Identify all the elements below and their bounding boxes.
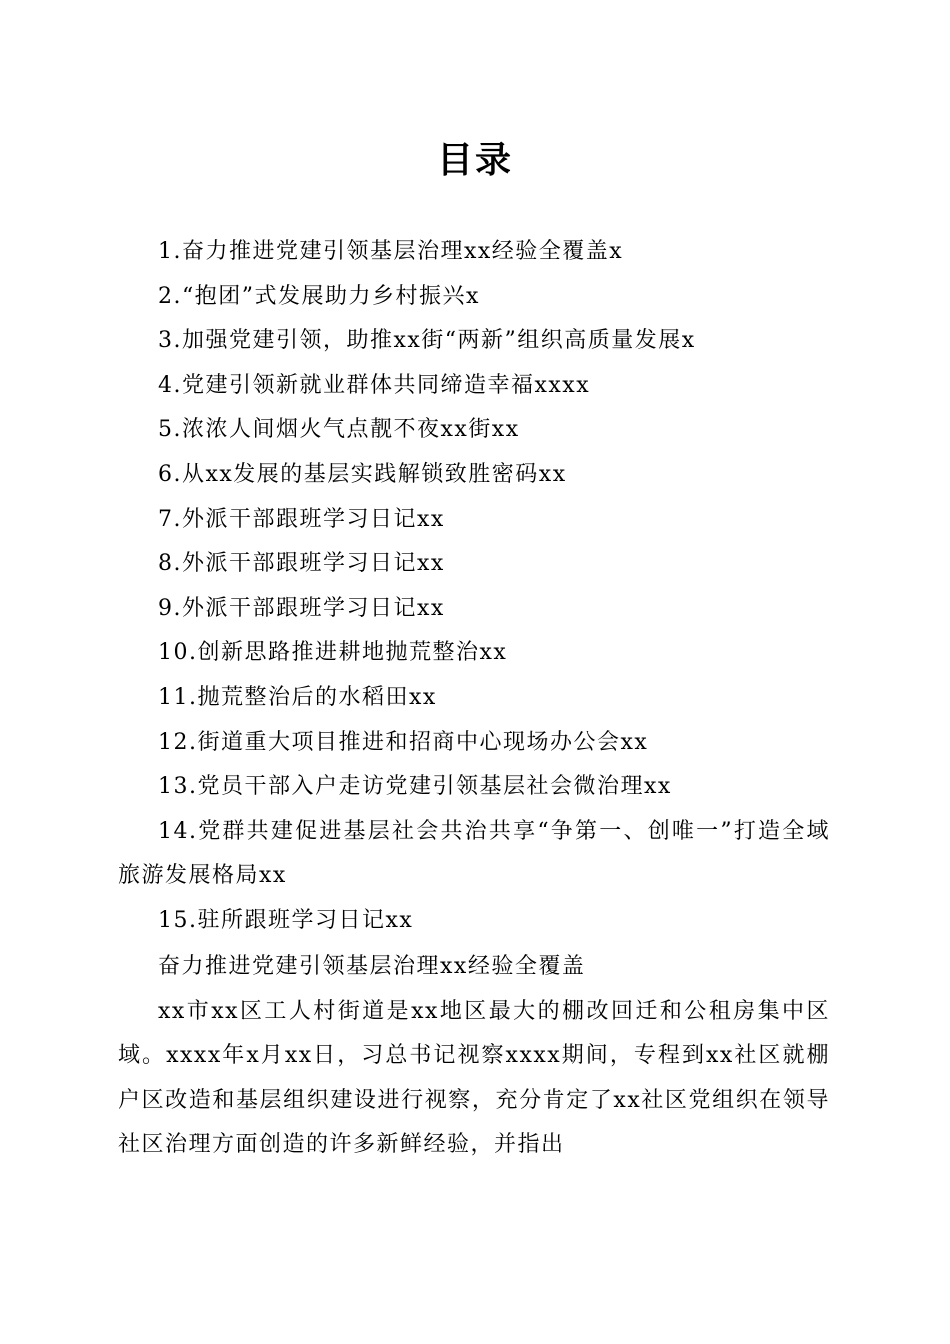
toc-item: 4.党建引领新就业群体共同缔造幸福xxxx xyxy=(158,372,591,398)
section-heading: 奋力推进党建引领基层治理xx经验全覆盖 xyxy=(158,954,586,979)
toc-item: 5.浓浓人间烟火气点靓不夜xx街xx xyxy=(158,417,520,443)
toc-item: 1.奋力推进党建引领基层治理xx经验全覆盖x xyxy=(158,239,624,264)
toc-item: 13.党员干部入户走访党建引领基层社会微治理xx xyxy=(158,774,672,800)
toc-item: 3.加强党建引领，助推xx街“两新”组织高质量发展x xyxy=(158,328,696,354)
page-title: 目录 xyxy=(436,139,513,181)
toc-item: 8.外派干部跟班学习日记xx xyxy=(158,551,445,577)
table-of-contents xyxy=(118,230,830,944)
toc-item: 9.外派干部跟班学习日记xx xyxy=(158,595,445,621)
toc-item: 10.创新思路推进耕地抛荒整治xx xyxy=(158,640,508,666)
toc-item: 7.外派干部跟班学习日记xx xyxy=(158,506,445,532)
toc-item: 2.“抱团”式发展助力乡村振兴x xyxy=(158,283,480,309)
article-body xyxy=(118,945,830,1168)
toc-item: 12.街道重大项目推进和招商中心现场办公会xx xyxy=(158,729,649,755)
toc-item: 11.抛荒整治后的水稻田xx xyxy=(158,684,437,710)
body-paragraph: xx市xx区工人村街道是xx地区最大的棚改回迁和公租房集中区域。xxxx年x月xx日，习总书记视察xxxx期间，专程到xx社区就棚户区改造和基层组织建设进行视察，充分肯定了xx社区党组织在领导社区治理方面创造的许多新鲜经验，并指出 xyxy=(118,998,830,1158)
toc-item: 14.党群共建促进基层社会共治共享“争第一、创唯一”打造全域旅游发展格局xx xyxy=(118,818,830,889)
toc-item: 15.驻所跟班学习日记xx xyxy=(158,907,414,933)
toc-item: 6.从xx发展的基层实践解锁致胜密码xx xyxy=(158,461,567,487)
